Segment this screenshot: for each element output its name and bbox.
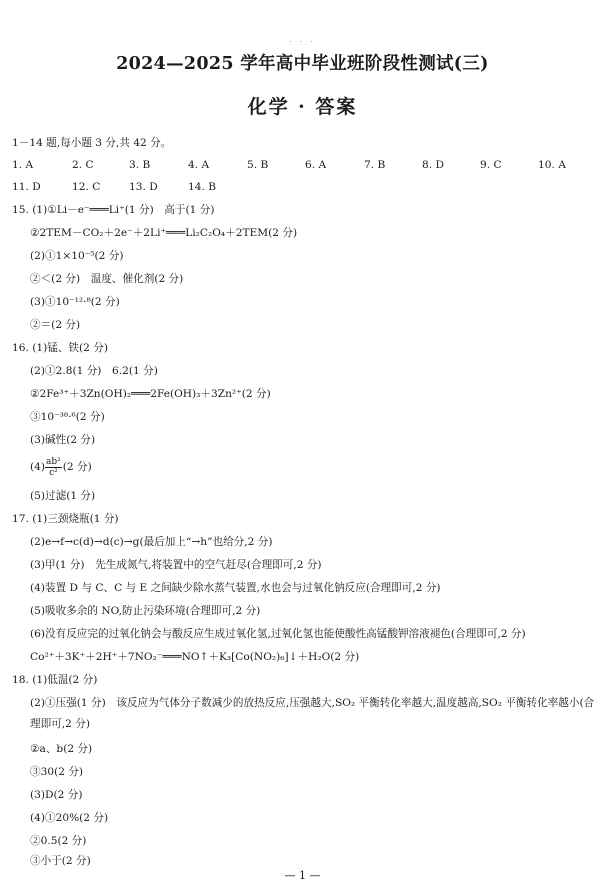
mc-intro: 1－14 题,每小题 3 分,共 42 分。 bbox=[12, 137, 172, 149]
q18-line: ②a、b(2 分) bbox=[30, 743, 93, 755]
q18-line: (4)①20%(2 分) bbox=[30, 812, 109, 824]
mc-answer: 2. C bbox=[72, 159, 94, 171]
q18-line: ②0.5(2 分) bbox=[30, 835, 87, 847]
q17-line: Co²⁺＋3K⁺＋2H⁺＋7NO₂⁻═══NO↑＋K₃[Co(NO₂)₆]↓＋H₂O(2 分) bbox=[30, 651, 360, 663]
mc-answer: 7. B bbox=[364, 159, 386, 171]
q15-line: ②＜(2 分) 温度、催化剂(2 分) bbox=[30, 273, 184, 285]
page-title: 2024—2025 学年高中毕业班阶段性测试(三) bbox=[116, 54, 489, 74]
q16-line: (3)碱性(2 分) bbox=[30, 434, 96, 446]
q15-line: ②2TEM－CO₂＋2e⁻＋2Li⁺═══Li₂C₂O₄＋2TEM(2 分) bbox=[30, 227, 298, 239]
q16-line: 16. (1)锰、铁(2 分) bbox=[12, 342, 108, 354]
q16-line: ③10⁻³⁸·⁶(2 分) bbox=[30, 411, 105, 423]
page-number: — 1 — bbox=[284, 869, 321, 882]
mc-answer: 1. A bbox=[12, 159, 34, 171]
fraction-numerator: ab² bbox=[46, 456, 61, 467]
fraction-denominator: c² bbox=[49, 467, 58, 478]
page-subtitle: 化学 · 答案 bbox=[247, 96, 358, 118]
q17-line: (3)甲(1 分) 先生成氮气,将装置中的空气赶尽(合理即可,2 分) bbox=[30, 559, 322, 571]
mc-answer: 10. A bbox=[538, 159, 566, 171]
mc-answer: 5. B bbox=[247, 159, 269, 171]
q17-line: 17. (1)三颈烧瓶(1 分) bbox=[12, 513, 119, 525]
mc-answer: 4. A bbox=[188, 159, 210, 171]
mc-answer: 9. C bbox=[480, 159, 502, 171]
mc-answer: 11. D bbox=[12, 181, 41, 193]
q18-line: ③小于(2 分) bbox=[30, 855, 91, 867]
mc-answer: 14. B bbox=[188, 181, 216, 193]
q16-line: (5)过滤(1 分) bbox=[30, 490, 96, 502]
q16-part4-score: (2 分) bbox=[62, 461, 92, 473]
q15-line: ②＝(2 分) bbox=[30, 319, 81, 331]
q18-line: ③30(2 分) bbox=[30, 766, 84, 778]
q15-line: (3)①10⁻¹²·⁸(2 分) bbox=[30, 296, 120, 308]
q17-line: (4)装置 D 与 C、C 与 E 之间缺少除水蒸气装置,水也会与过氧化钠反应(合理即可,2 分) bbox=[30, 582, 441, 594]
q16-part4-label: (4) bbox=[30, 461, 46, 473]
mc-answer: 6. A bbox=[305, 159, 327, 171]
q18-line: (3)D(2 分) bbox=[30, 789, 83, 801]
q18-paragraph: (2)①压强(1 分) 该反应为气体分子数减少的放热反应,压强越大,SO₂ 平衡转化率越大,温度越高,SO₂ 平衡转化率越小(合理即可,2 分) bbox=[30, 697, 595, 730]
q16-fraction-line bbox=[30, 454, 92, 480]
mc-answer: 12. C bbox=[72, 181, 101, 193]
q16-line: ②2Fe³⁺＋3Zn(OH)₂═══2Fe(OH)₃＋3Zn²⁺(2 分) bbox=[30, 388, 271, 400]
mc-answer: 13. D bbox=[129, 181, 158, 193]
q17-line: (6)没有反应完的过氧化钠会与酸反应生成过氧化氢,过氧化氢也能使酸性高锰酸钾溶液褪色(合理即可,2 分) bbox=[30, 628, 526, 640]
q18-line: 18. (1)低温(2 分) bbox=[12, 674, 98, 686]
q17-line: (5)吸收多余的 NO,防止污染环境(合理即可,2 分) bbox=[30, 605, 261, 617]
fraction bbox=[45, 457, 62, 478]
top-mark: · · · bbox=[289, 38, 316, 46]
q16-line: (2)①2.8(1 分) 6.2(1 分) bbox=[30, 365, 158, 377]
mc-answer: 8. D bbox=[422, 159, 444, 171]
q15-line: (2)①1×10⁻⁵(2 分) bbox=[30, 250, 124, 262]
q17-line: (2)e→f→c(d)→d(c)→g(最后加上“→h”也给分,2 分) bbox=[30, 536, 273, 548]
q15-line: 15. (1)①Li－e⁻═══Li⁺(1 分) 高于(1 分) bbox=[12, 204, 215, 216]
mc-answer: 3. B bbox=[129, 159, 151, 171]
